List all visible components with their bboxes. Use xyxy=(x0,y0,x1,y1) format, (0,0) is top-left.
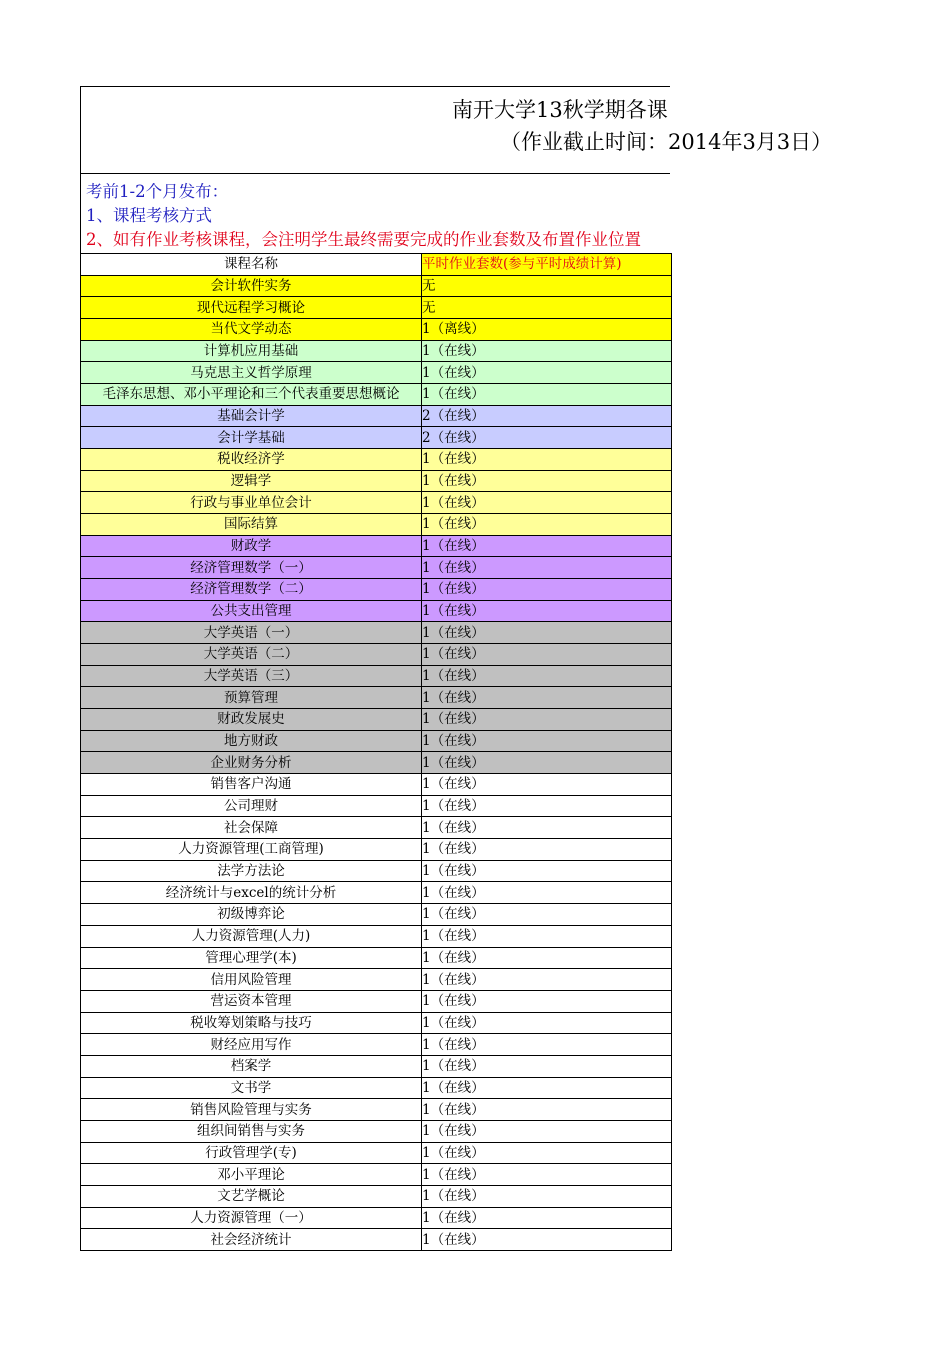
course-name-cell: 计算机应用基础 xyxy=(81,340,422,362)
course-name-cell: 税收筹划策略与技巧 xyxy=(81,1012,422,1034)
table-row xyxy=(81,1164,672,1186)
homework-count-cell: 1（在线） xyxy=(422,752,672,774)
homework-count-cell: 1（在线） xyxy=(422,1164,672,1186)
table-row xyxy=(81,579,672,601)
homework-count-cell: 1（离线） xyxy=(422,319,672,341)
homework-count-cell: 1（在线） xyxy=(422,644,672,666)
course-table xyxy=(80,253,672,1251)
homework-count-cell: 1（在线） xyxy=(422,774,672,796)
course-name-cell: 财政发展史 xyxy=(81,709,422,731)
table-row xyxy=(81,514,672,536)
header-course-name: 课程名称 xyxy=(81,254,422,276)
course-name-cell: 大学英语（二） xyxy=(81,644,422,666)
table-row xyxy=(81,990,672,1012)
homework-count-cell: 1（在线） xyxy=(422,687,672,709)
homework-count-cell: 1（在线） xyxy=(422,1185,672,1207)
course-name-cell: 税收经济学 xyxy=(81,449,422,471)
homework-count-cell: 1（在线） xyxy=(422,622,672,644)
course-name-cell: 财政学 xyxy=(81,535,422,557)
homework-count-cell: 1（在线） xyxy=(422,730,672,752)
table-row xyxy=(81,969,672,991)
homework-count-cell: 1（在线） xyxy=(422,362,672,384)
table-row xyxy=(81,665,672,687)
homework-count-cell: 1（在线） xyxy=(422,492,672,514)
table-row xyxy=(81,839,672,861)
course-name-cell: 组织间销售与实务 xyxy=(81,1120,422,1142)
course-name-cell: 人力资源管理（一） xyxy=(81,1207,422,1229)
course-name-cell: 销售客户沟通 xyxy=(81,774,422,796)
table-header-row xyxy=(81,254,672,276)
course-name-cell: 国际结算 xyxy=(81,514,422,536)
page-title: 南开大学13秋学期各课 xyxy=(452,98,668,122)
homework-count-cell: 1（在线） xyxy=(422,969,672,991)
course-name-cell: 经济统计与excel的统计分析 xyxy=(81,882,422,904)
table-row xyxy=(81,1077,672,1099)
homework-count-cell: 1（在线） xyxy=(422,470,672,492)
course-name-cell: 预算管理 xyxy=(81,687,422,709)
homework-count-cell: 1（在线） xyxy=(422,882,672,904)
table-row xyxy=(81,622,672,644)
course-name-cell: 行政与事业单位会计 xyxy=(81,492,422,514)
table-row xyxy=(81,947,672,969)
course-name-cell: 逻辑学 xyxy=(81,470,422,492)
course-name-cell: 人力资源管理(人力) xyxy=(81,925,422,947)
table-row xyxy=(81,1207,672,1229)
homework-count-cell: 1（在线） xyxy=(422,1229,672,1251)
course-name-cell: 毛泽东思想、邓小平理论和三个代表重要思想概论 xyxy=(81,384,422,406)
course-name-cell: 会计学基础 xyxy=(81,427,422,449)
table-row xyxy=(81,600,672,622)
homework-count-cell: 1（在线） xyxy=(422,579,672,601)
course-name-cell: 营运资本管理 xyxy=(81,990,422,1012)
course-name-cell: 企业财务分析 xyxy=(81,752,422,774)
table-row xyxy=(81,882,672,904)
table-row xyxy=(81,1012,672,1034)
note-homework-info: 2、如有作业考核课程，会注明学生最终需要完成的作业套数及布置作业位置 xyxy=(86,230,641,249)
course-name-cell: 基础会计学 xyxy=(81,405,422,427)
top-border xyxy=(80,86,670,87)
course-name-cell: 地方财政 xyxy=(81,730,422,752)
course-name-cell: 经济管理数学（一） xyxy=(81,557,422,579)
homework-count-cell: 2（在线） xyxy=(422,405,672,427)
course-name-cell: 人力资源管理(工商管理) xyxy=(81,839,422,861)
header-divider xyxy=(80,173,670,174)
page-subtitle: （作业截止时间：2014年3月3日） xyxy=(500,130,833,154)
table-row xyxy=(81,297,672,319)
homework-count-cell: 1（在线） xyxy=(422,1207,672,1229)
homework-count-cell: 1（在线） xyxy=(422,839,672,861)
table-row xyxy=(81,405,672,427)
homework-count-cell: 1（在线） xyxy=(422,514,672,536)
note-assessment-method: 1、课程考核方式 xyxy=(86,206,212,225)
course-name-cell: 经济管理数学（二） xyxy=(81,579,422,601)
homework-count-cell: 1（在线） xyxy=(422,600,672,622)
table-row xyxy=(81,860,672,882)
homework-count-cell: 1（在线） xyxy=(422,1055,672,1077)
table-row xyxy=(81,1055,672,1077)
table-row xyxy=(81,925,672,947)
table-row xyxy=(81,384,672,406)
homework-count-cell: 1（在线） xyxy=(422,1077,672,1099)
course-name-cell: 信用风险管理 xyxy=(81,969,422,991)
course-name-cell: 初级博弈论 xyxy=(81,904,422,926)
table-row xyxy=(81,752,672,774)
homework-count-cell: 2（在线） xyxy=(422,427,672,449)
table-row xyxy=(81,449,672,471)
homework-count-cell: 1（在线） xyxy=(422,557,672,579)
homework-count-cell: 1（在线） xyxy=(422,449,672,471)
table-row xyxy=(81,709,672,731)
course-name-cell: 当代文学动态 xyxy=(81,319,422,341)
note-publish-time: 考前1-2个月发布： xyxy=(86,182,229,201)
table-row xyxy=(81,687,672,709)
table-row xyxy=(81,1120,672,1142)
homework-count-cell: 1（在线） xyxy=(422,990,672,1012)
table-row xyxy=(81,1142,672,1164)
homework-count-cell: 1（在线） xyxy=(422,925,672,947)
homework-count-cell: 1（在线） xyxy=(422,1034,672,1056)
homework-count-cell: 1（在线） xyxy=(422,904,672,926)
course-name-cell: 管理心理学(本) xyxy=(81,947,422,969)
table-row xyxy=(81,730,672,752)
table-row xyxy=(81,427,672,449)
course-name-cell: 财经应用写作 xyxy=(81,1034,422,1056)
homework-count-cell: 1（在线） xyxy=(422,1012,672,1034)
homework-count-cell: 1（在线） xyxy=(422,384,672,406)
table-row xyxy=(81,362,672,384)
homework-count-cell: 1（在线） xyxy=(422,340,672,362)
homework-count-cell: 1（在线） xyxy=(422,535,672,557)
course-name-cell: 邓小平理论 xyxy=(81,1164,422,1186)
table-row xyxy=(81,644,672,666)
course-name-cell: 文书学 xyxy=(81,1077,422,1099)
homework-count-cell: 1（在线） xyxy=(422,709,672,731)
table-row xyxy=(81,340,672,362)
course-name-cell: 公司理财 xyxy=(81,795,422,817)
course-name-cell: 会计软件实务 xyxy=(81,275,422,297)
course-name-cell: 现代远程学习概论 xyxy=(81,297,422,319)
table-row xyxy=(81,817,672,839)
homework-count-cell: 1（在线） xyxy=(422,947,672,969)
table-row xyxy=(81,1229,672,1251)
table-row xyxy=(81,795,672,817)
course-name-cell: 马克思主义哲学原理 xyxy=(81,362,422,384)
homework-count-cell: 1（在线） xyxy=(422,817,672,839)
course-name-cell: 大学英语（一） xyxy=(81,622,422,644)
course-name-cell: 销售风险管理与实务 xyxy=(81,1099,422,1121)
homework-count-cell: 1（在线） xyxy=(422,1099,672,1121)
homework-count-cell: 1（在线） xyxy=(422,795,672,817)
homework-count-cell: 1（在线） xyxy=(422,665,672,687)
table-row xyxy=(81,904,672,926)
course-name-cell: 行政管理学(专) xyxy=(81,1142,422,1164)
homework-count-cell: 无 xyxy=(422,297,672,319)
table-row xyxy=(81,319,672,341)
course-name-cell: 公共支出管理 xyxy=(81,600,422,622)
homework-count-cell: 无 xyxy=(422,275,672,297)
table-row xyxy=(81,1034,672,1056)
table-row xyxy=(81,470,672,492)
course-name-cell: 法学方法论 xyxy=(81,860,422,882)
course-name-cell: 大学英语（三） xyxy=(81,665,422,687)
course-name-cell: 社会保障 xyxy=(81,817,422,839)
table-row xyxy=(81,492,672,514)
homework-count-cell: 1（在线） xyxy=(422,1120,672,1142)
table-row xyxy=(81,1185,672,1207)
course-name-cell: 文艺学概论 xyxy=(81,1185,422,1207)
course-name-cell: 档案学 xyxy=(81,1055,422,1077)
homework-count-cell: 1（在线） xyxy=(422,860,672,882)
header-homework-count: 平时作业套数(参与平时成绩计算) xyxy=(422,254,672,276)
homework-count-cell: 1（在线） xyxy=(422,1142,672,1164)
table-row xyxy=(81,774,672,796)
table-row xyxy=(81,557,672,579)
table-row xyxy=(81,1099,672,1121)
course-name-cell: 社会经济统计 xyxy=(81,1229,422,1251)
table-row xyxy=(81,275,672,297)
table-row xyxy=(81,535,672,557)
